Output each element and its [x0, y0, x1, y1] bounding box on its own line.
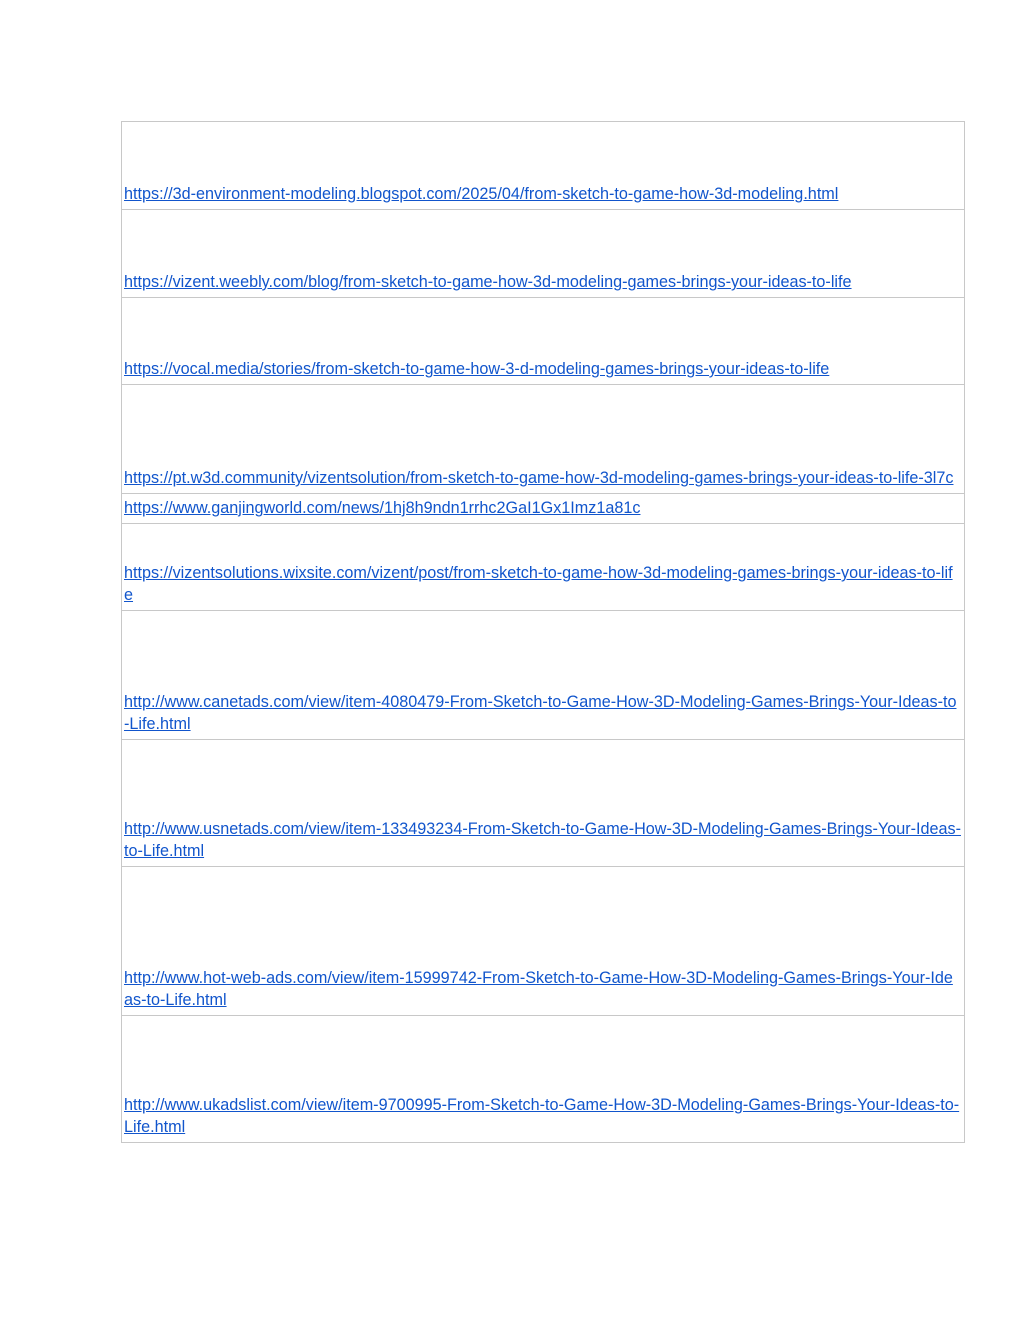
table-row	[122, 740, 965, 867]
table-row	[122, 524, 965, 611]
table-cell	[122, 298, 965, 385]
link-ukadslist[interactable]: http://www.ukadslist.com/view/item-9700995-From-Sketch-to-Game-How-3D-Modeling-Games-Brings-Your-Ideas-to-Life.html	[124, 1096, 960, 1136]
table-row	[122, 867, 965, 1016]
table-row	[122, 385, 965, 494]
link-weebly[interactable]: https://vizent.weebly.com/blog/from-sketch-to-game-how-3d-modeling-games-brings-your-ideas-to-life	[124, 273, 852, 291]
table-cell	[122, 385, 965, 494]
link-blogspot[interactable]: https://3d-environment-modeling.blogspot.com/2025/04/from-sketch-to-game-how-3d-modeling.html	[124, 185, 839, 203]
table-cell	[122, 524, 965, 611]
table-row	[122, 122, 965, 210]
link-usnetads[interactable]: http://www.usnetads.com/view/item-133493234-From-Sketch-to-Game-How-3D-Modeling-Games-Brings-Your-Ideas-to-Life.html	[124, 820, 961, 860]
table-cell	[122, 740, 965, 867]
link-wixsite[interactable]: https://vizentsolutions.wixsite.com/vizent/post/from-sketch-to-game-how-3d-modeling-games-brings-your-ideas-to-life	[124, 564, 953, 604]
table-cell	[122, 494, 965, 524]
link-w3d-community[interactable]: https://pt.w3d.community/vizentsolution/from-sketch-to-game-how-3d-modeling-games-brings-your-ideas-to-life-3l7c	[124, 469, 954, 487]
table-row	[122, 210, 965, 298]
link-ganjingworld[interactable]: https://www.ganjingworld.com/news/1hj8h9ndn1rrhc2GaI1Gx1Imz1a81c	[124, 499, 641, 517]
table-cell	[122, 611, 965, 740]
link-hot-web-ads[interactable]: http://www.hot-web-ads.com/view/item-15999742-From-Sketch-to-Game-How-3D-Modeling-Games-Brings-Your-Ideas-to-Life.html	[124, 969, 953, 1009]
table-row	[122, 1016, 965, 1143]
link-table	[121, 121, 965, 1143]
table-cell	[122, 1016, 965, 1143]
table-cell	[122, 867, 965, 1016]
link-canetads[interactable]: http://www.canetads.com/view/item-4080479-From-Sketch-to-Game-How-3D-Modeling-Games-Brings-Your-Ideas-to-Life.html	[124, 693, 957, 733]
table-cell	[122, 122, 965, 210]
table-row	[122, 494, 965, 524]
table-cell	[122, 210, 965, 298]
table-row	[122, 298, 965, 385]
table-row	[122, 611, 965, 740]
link-vocal-media[interactable]: https://vocal.media/stories/from-sketch-to-game-how-3-d-modeling-games-brings-your-ideas-to-life	[124, 360, 830, 378]
